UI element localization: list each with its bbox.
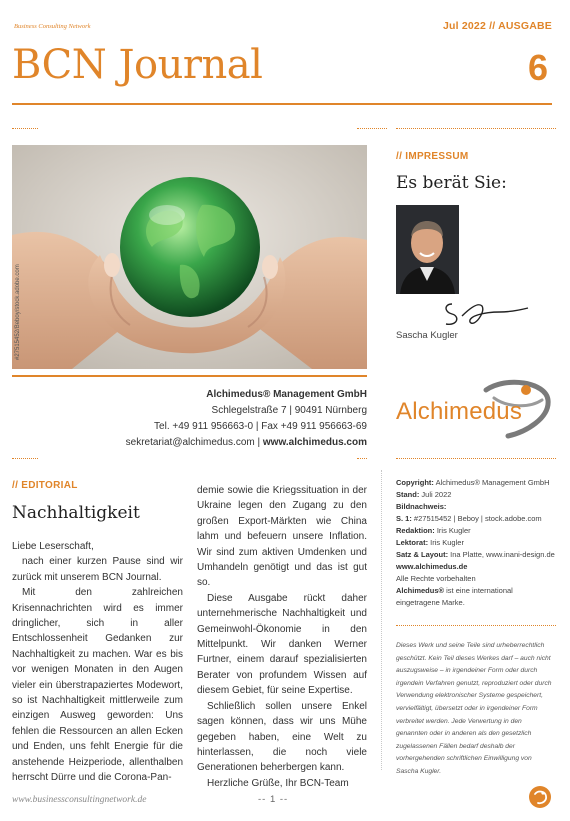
hero-image-globe-in-hands bbox=[12, 145, 367, 369]
imprint-details bbox=[396, 477, 556, 609]
editorial-paragraph: Liebe Leserschaft, bbox=[12, 541, 94, 552]
advisor-portrait bbox=[396, 205, 459, 294]
impressum-heading: // IMPRESSUM bbox=[396, 151, 469, 162]
website-link[interactable]: www.alchimedus.com bbox=[262, 437, 367, 448]
network-label: Business Consulting Network bbox=[14, 23, 91, 30]
editorial-title: Nachhaltigkeit bbox=[12, 503, 140, 523]
imprint-line bbox=[396, 525, 556, 537]
imprint-label: Alchimedus® bbox=[396, 586, 445, 595]
page-number: -- 1 -- bbox=[258, 794, 289, 805]
imprint-value: Alle Rechte vorbehalten bbox=[396, 574, 476, 583]
footer-url[interactable]: www.businessconsultingnetwork.de bbox=[12, 795, 147, 805]
imprint-label: Satz & Layout: bbox=[396, 550, 449, 559]
editorial-heading: // EDITORIAL bbox=[12, 480, 78, 491]
advisor-name: Sascha Kugler bbox=[396, 330, 458, 341]
hero-rule bbox=[12, 375, 367, 377]
imprint-value: Iris Kugler bbox=[428, 538, 464, 547]
signature bbox=[440, 298, 530, 330]
globe-in-hands-illustration bbox=[12, 145, 367, 369]
imprint-label: Stand: bbox=[396, 490, 420, 499]
imprint-line bbox=[396, 489, 556, 501]
column-divider bbox=[381, 470, 382, 770]
issue-number: 6 bbox=[527, 47, 548, 88]
header-rule bbox=[12, 103, 552, 105]
imprint-value: Ina Platte, www.inani-design.de bbox=[448, 550, 555, 559]
editorial-paragraph: Diese Ausgabe rückt daher unternehmerische Nachhaltigkeit und Gemeinwohl-Ökonomie in den Mittelpunkt. Wir danken Werner Furtner, einem darauf spezialisierten Berater von profundem Wissen auf diesem Gebiet, für seine Expertise. bbox=[197, 592, 367, 697]
imprint-line bbox=[396, 573, 556, 585]
imprint-line bbox=[396, 477, 556, 489]
image-credit: #27515452/Beboy/stock.adobe.com bbox=[15, 264, 21, 360]
editorial-column-2 bbox=[197, 483, 367, 791]
imprint-line bbox=[396, 501, 556, 513]
advisor-title: Es berät Sie: bbox=[396, 173, 507, 193]
journal-title: BCN Journal bbox=[12, 42, 263, 88]
divider-dots bbox=[12, 458, 38, 459]
imprint-label[interactable]: www.alchimedus.de bbox=[396, 562, 468, 571]
editorial-sign-off: Herzliche Grüße, Ihr BCN-Team bbox=[207, 777, 349, 789]
divider-dots bbox=[396, 128, 556, 129]
imprint-label: S. 1: bbox=[396, 514, 412, 523]
editorial-paragraph: demie sowie die Kriegssituation in der Ukraine legen den Zugang zu den großen Export-Märkten wie China lahm und befeuern unsere Inflation. Wir sind zum aktiven Umdenken und Umhandeln genötigt und das ist gut so. bbox=[197, 485, 367, 589]
imprint-value: ist eine international eingetragene Marke. bbox=[396, 586, 513, 607]
divider-dots bbox=[357, 458, 367, 459]
imprint-value: #27515452 | Beboy | stock.adobe.com bbox=[411, 514, 542, 523]
divider-dots bbox=[12, 128, 38, 129]
email-link[interactable]: sekretariat@alchimedus.com bbox=[125, 437, 255, 448]
imprint-line bbox=[396, 513, 556, 525]
alchimedus-logo-text: Alchimedus bbox=[396, 398, 523, 425]
imprint-label: Bildnachweis: bbox=[396, 502, 447, 511]
imprint-label: Redaktion: bbox=[396, 526, 435, 535]
imprint-line bbox=[396, 549, 556, 561]
address-block bbox=[126, 387, 367, 451]
footer-logo-icon bbox=[529, 786, 551, 808]
legal-notice: Dieses Werk und seine Teile sind urheberrechtlich geschützt. Kein Teil dieses Werkes darf – auch nicht auszugsweise – in irgendeiner Form oder durch irgendein Verfahren genutzt, reproduziert oder durch Verwendung elektronischer Systeme gespeichert, vervielfältigt, übersetzt oder in irgendeiner Form verbreitet werden. Jede Verwertung in den genannten oder in anderen als den gesetzlich zugelassenen Fällen bedarf deshalb der vorhergehenden schriftlichen Einwilligung von Sascha Kugler. bbox=[396, 642, 552, 775]
phone-fax: Tel. +49 911 956663-0 | Fax +49 911 956663-69 bbox=[154, 421, 367, 432]
portrait-illustration bbox=[396, 205, 459, 294]
imprint-value: Alchimedus® Management GmbH bbox=[433, 478, 550, 487]
divider-dots bbox=[396, 625, 556, 626]
editorial-column-1 bbox=[12, 539, 183, 786]
imprint-line bbox=[396, 585, 556, 609]
imprint-line bbox=[396, 537, 556, 549]
editorial-paragraph: Schließlich sollen unsere Enkel sagen können, dass wir uns Mühe gegeben haben, eine Welt zu hinterlassen, die noch viele Generationen beherbergen kann. bbox=[197, 700, 367, 774]
editorial-paragraph: Mit den zahlreichen Krisennachrichten wird es immer dringlicher, sich in aller Entschlossenheit Gedanken zur Nachhaltigkeit zu machen. War es bis vor wenigen Monaten in den Augen vieler ein überstrapaziertes Modewort, so ist Nachhaltigkeit mittlerweile zum einzigen Ausweg geworden: Uns fehlen die Ressourcen an allen Ecken und Enden, uns fehlt Energie für die anstehende Heizperiode, allenthalben herrscht Dürre und die Corona-Pan- bbox=[12, 587, 183, 784]
imprint-label: Copyright: bbox=[396, 478, 434, 487]
imprint-value: Juli 2022 bbox=[419, 490, 452, 499]
imprint-value: Iris Kugler bbox=[434, 526, 471, 535]
imprint-line bbox=[396, 561, 556, 573]
editorial-paragraph: nach einer kurzen Pause sind wir zurück mit unserem BCN Journal. bbox=[12, 556, 183, 583]
alchimedus-footer-icon bbox=[529, 786, 551, 808]
address-separator: | bbox=[254, 437, 263, 448]
divider-dots bbox=[396, 458, 556, 459]
company-name: Alchimedus® Management GmbH bbox=[206, 389, 367, 400]
issue-date: Jul 2022 // AUSGABE bbox=[442, 20, 552, 32]
divider-dots bbox=[357, 128, 387, 129]
imprint-label: Lektorat: bbox=[396, 538, 429, 547]
street-address: Schlegelstraße 7 | 90491 Nürnberg bbox=[211, 405, 367, 416]
